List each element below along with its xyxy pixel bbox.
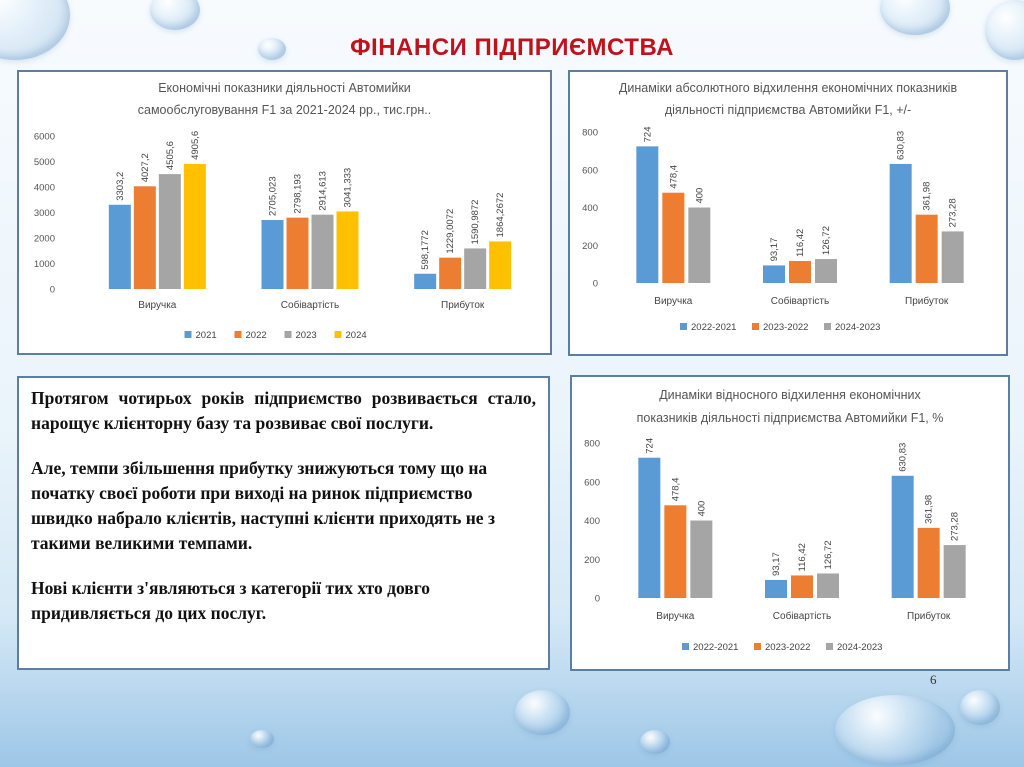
y-tick-label: 0 xyxy=(592,278,598,290)
legend-label: 2023 xyxy=(295,330,317,341)
y-tick-label: 2000 xyxy=(33,233,55,245)
chart-title: Динаміки абсолютного відхилення економічних показників xyxy=(618,81,958,95)
data-label: 3041,333 xyxy=(342,167,354,208)
water-drop xyxy=(150,0,200,30)
bar xyxy=(184,164,206,289)
bar xyxy=(638,458,660,598)
bar xyxy=(942,231,964,283)
legend-swatch xyxy=(185,331,192,338)
data-label: 2914,613 xyxy=(317,171,329,211)
y-tick-label: 600 xyxy=(582,165,598,177)
chart-panel-indicators xyxy=(17,70,552,355)
data-label: 1229,0072 xyxy=(445,208,457,254)
category-label: Прибуток xyxy=(907,611,951,622)
chart-absolute xyxy=(570,72,1006,354)
y-tick-label: 800 xyxy=(582,127,598,139)
bar xyxy=(262,220,284,289)
bar xyxy=(690,521,712,599)
bar xyxy=(688,208,710,284)
legend-swatch xyxy=(285,331,292,338)
data-label: 630,83 xyxy=(895,130,907,160)
y-tick-label: 400 xyxy=(584,516,600,527)
legend-swatch xyxy=(754,643,761,650)
data-label: 1864,2672 xyxy=(495,192,507,238)
legend-label: 2023-2022 xyxy=(765,642,811,653)
legend-swatch xyxy=(824,323,831,330)
data-label: 3303,2 xyxy=(114,171,126,201)
bar xyxy=(791,575,813,598)
data-label: 4905,6 xyxy=(189,130,201,160)
bar xyxy=(763,265,785,283)
chart-panel-absolute xyxy=(568,70,1008,356)
water-drop xyxy=(880,0,950,35)
y-tick-label: 200 xyxy=(582,240,598,252)
category-label: Собівартість xyxy=(770,296,830,307)
data-label: 598,1772 xyxy=(420,230,432,270)
y-tick-label: 3000 xyxy=(33,208,55,219)
water-drop xyxy=(250,730,274,748)
chart-title: самообслуговування F1 за 2021-2024 рр., тис.грн.. xyxy=(137,103,432,117)
y-tick-label: 0 xyxy=(594,593,600,605)
category-label: Виручка xyxy=(654,296,693,307)
data-label: 273,28 xyxy=(949,511,961,542)
chart-indicators xyxy=(19,72,550,353)
data-label: 4027,2 xyxy=(139,153,151,183)
bar xyxy=(890,164,912,283)
bar xyxy=(789,261,811,283)
legend-label: 2022-2021 xyxy=(691,322,737,333)
bar xyxy=(159,174,181,289)
y-tick-label: 200 xyxy=(584,554,600,566)
summary-paragraph-1: Протягом чотирьох років підприємство розвивається стало, нарощує клієнторну базу та розвиває свої послуги. xyxy=(31,388,536,433)
legend-label: 2024-2023 xyxy=(837,642,883,653)
legend-label: 2022 xyxy=(245,330,267,341)
water-drop xyxy=(515,690,570,735)
data-label: 93,17 xyxy=(769,237,780,262)
summary-paragraph-3: Нові клієнти з'являються з категорії тих хто довго придивляється до цих послуг. xyxy=(31,578,431,623)
bar xyxy=(109,205,131,289)
y-tick-label: 6000 xyxy=(33,131,55,143)
data-label: 4505,6 xyxy=(164,141,176,171)
water-drop xyxy=(835,695,955,765)
data-label: 400 xyxy=(694,187,706,204)
data-label: 273,28 xyxy=(947,198,959,228)
category-label: Прибуток xyxy=(905,296,949,307)
legend-label: 2021 xyxy=(195,330,217,341)
bar xyxy=(817,573,839,598)
data-label: 126,72 xyxy=(823,540,834,570)
y-tick-label: 400 xyxy=(582,203,598,214)
chart-relative xyxy=(572,377,1008,669)
summary-textbox xyxy=(17,376,550,670)
bar xyxy=(134,186,156,289)
data-label: 2798,193 xyxy=(292,174,304,214)
data-label: 116,42 xyxy=(797,543,808,572)
data-label: 116,42 xyxy=(795,228,806,258)
bar xyxy=(464,248,486,289)
category-label: Собівартість xyxy=(280,300,340,311)
data-label: 93,17 xyxy=(771,552,782,576)
page-title: ФІНАНСИ ПІДПРИЄМСТВА xyxy=(350,34,674,61)
bar xyxy=(916,215,938,283)
legend-label: 2023-2022 xyxy=(763,322,809,333)
bar xyxy=(312,215,334,289)
bar xyxy=(337,211,359,289)
bar xyxy=(765,580,787,598)
y-tick-label: 800 xyxy=(584,438,600,450)
chart-title: діяльності підприємства Автомийки F1, +/- xyxy=(664,103,912,117)
category-label: Виручка xyxy=(656,611,695,622)
chart-title: Динаміки відносного відхилення економічних xyxy=(659,388,921,402)
data-label: 724 xyxy=(642,126,654,143)
legend-label: 2024 xyxy=(345,330,367,341)
y-tick-label: 4000 xyxy=(33,182,55,194)
bar xyxy=(664,505,686,598)
legend-label: 2022-2021 xyxy=(693,642,739,653)
legend-swatch xyxy=(235,331,242,338)
water-drop xyxy=(960,690,1000,725)
category-label: Собівартість xyxy=(772,611,832,622)
bar xyxy=(815,259,837,283)
y-tick-label: 0 xyxy=(49,284,55,296)
bar xyxy=(287,218,309,289)
data-label: 400 xyxy=(696,500,708,517)
data-label: 126,72 xyxy=(821,226,832,256)
bar xyxy=(918,528,940,598)
y-tick-label: 5000 xyxy=(33,157,55,168)
data-label: 1590,9872 xyxy=(470,199,482,245)
page-number: 6 xyxy=(930,672,937,687)
category-label: Виручка xyxy=(138,300,177,311)
bar xyxy=(636,146,658,283)
y-tick-label: 1000 xyxy=(33,259,55,270)
data-label: 2705,023 xyxy=(267,176,279,217)
data-label: 724 xyxy=(644,437,656,454)
legend-swatch xyxy=(335,331,342,338)
bar xyxy=(944,545,966,598)
summary-paragraph-2: Але, темпи збільшення прибутку знижуються тому що на початку своєї роботи при виході на ринок підприємство швидко набрало клієнтів, наступні клієнти приходять не з такими великими темпами. xyxy=(31,458,495,553)
chart-title: показників діяльності підприємства Автомийки F1, % xyxy=(636,411,944,425)
bar xyxy=(489,241,511,289)
data-label: 630,83 xyxy=(897,442,909,472)
legend-swatch xyxy=(826,643,833,650)
bar xyxy=(892,476,914,598)
bar xyxy=(414,274,436,289)
data-label: 478,4 xyxy=(670,477,682,502)
legend-swatch xyxy=(682,643,689,650)
data-label: 361,98 xyxy=(921,181,933,211)
legend-swatch xyxy=(752,323,759,330)
data-label: 361,98 xyxy=(923,494,935,524)
y-tick-label: 600 xyxy=(584,477,600,489)
water-drop xyxy=(640,730,670,754)
legend-label: 2024-2023 xyxy=(835,322,881,333)
legend-swatch xyxy=(680,323,687,330)
bar xyxy=(439,258,461,289)
chart-panel-relative xyxy=(570,375,1010,671)
data-label: 478,4 xyxy=(668,164,680,189)
chart-title: Економічні показники діяльності Автомийки xyxy=(158,81,411,95)
category-label: Прибуток xyxy=(441,300,485,311)
bar xyxy=(662,193,684,283)
